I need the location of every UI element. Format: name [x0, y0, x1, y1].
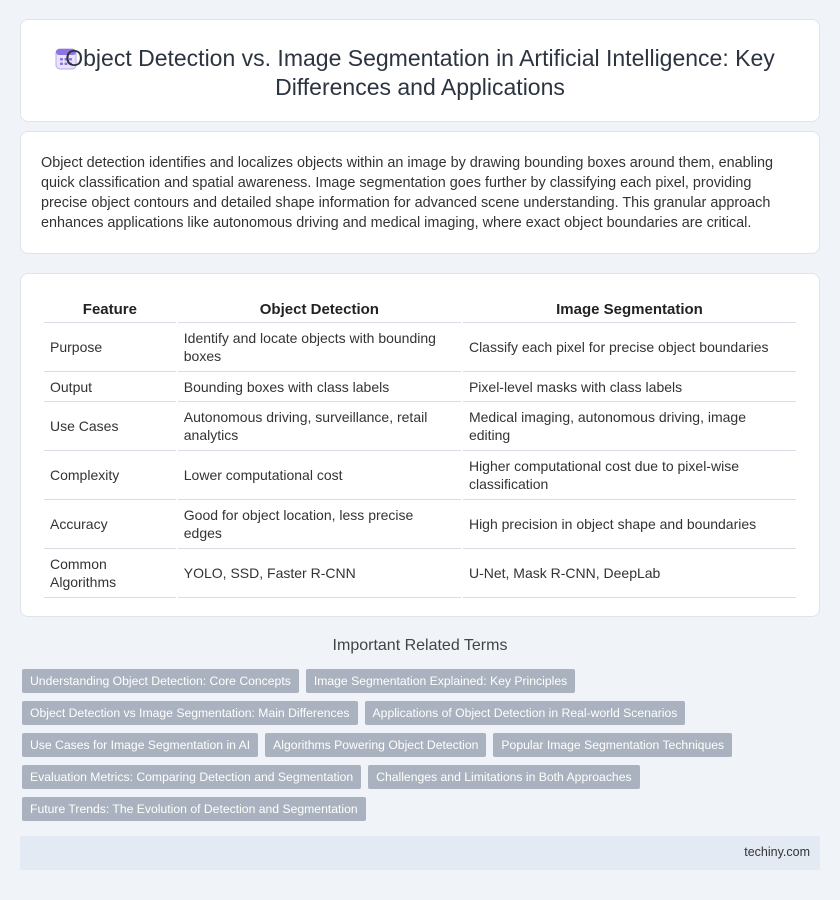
intro-card: [20, 131, 820, 254]
cell-object-detection: Lower computational cost: [178, 451, 461, 500]
intro-paragraph: Object detection identifies and localizes objects within an image by drawing bounding boxes around them, enabling quick classification and spatial awareness. Image segmentation goes further by classifying each pixel, providing precise object contours and detailed shape information for advanced scene understanding. This granular approach enhances applications like autonomous driving and medical imaging, where exact object boundaries are critical.: [41, 155, 773, 231]
cell-object-detection: YOLO, SSD, Faster R-CNN: [178, 549, 461, 598]
page-title: Object Detection vs. Image Segmentation in Artificial Intelligence: Key Differences and Applications: [65, 45, 775, 100]
cell-feature: Purpose: [44, 323, 176, 372]
related-term-tag[interactable]: Algorithms Powering Object Detection: [265, 733, 486, 757]
related-term-tag[interactable]: Applications of Object Detection in Real-world Scenarios: [365, 701, 686, 725]
table-row: [44, 451, 796, 500]
table-row: [44, 372, 796, 402]
cell-object-detection: Autonomous driving, surveillance, retail analytics: [178, 402, 461, 451]
table-row: [44, 549, 796, 598]
table-row: [44, 500, 796, 549]
related-terms-title: Important Related Terms: [332, 637, 508, 654]
cell-feature: Output: [44, 372, 176, 402]
cell-image-segmentation: Higher computational cost due to pixel-wise classification: [463, 451, 796, 500]
cell-image-segmentation: Medical imaging, autonomous driving, image editing: [463, 402, 796, 451]
related-term-tag[interactable]: Object Detection vs Image Segmentation: Main Differences: [22, 701, 358, 725]
cell-image-segmentation: U-Net, Mask R-CNN, DeepLab: [463, 549, 796, 598]
header-image-segmentation: Image Segmentation: [463, 296, 796, 323]
cell-image-segmentation: Pixel-level masks with class labels: [463, 372, 796, 402]
cell-object-detection: Bounding boxes with class labels: [178, 372, 461, 402]
cell-feature: Use Cases: [44, 402, 176, 451]
related-term-tag[interactable]: Future Trends: The Evolution of Detection and Segmentation: [22, 797, 366, 821]
cell-image-segmentation: High precision in object shape and boundaries: [463, 500, 796, 549]
table-row: [44, 402, 796, 451]
header-feature: Feature: [44, 296, 176, 323]
cell-object-detection: Identify and locate objects with bounding boxes: [178, 323, 461, 372]
cell-image-segmentation: Classify each pixel for precise object boundaries: [463, 323, 796, 372]
table-header-row: [44, 296, 796, 323]
related-term-tag[interactable]: Evaluation Metrics: Comparing Detection and Segmentation: [22, 765, 361, 789]
header-card: [20, 19, 820, 122]
related-term-tag[interactable]: Image Segmentation Explained: Key Principles: [306, 669, 575, 693]
related-term-tag[interactable]: Understanding Object Detection: Core Concepts: [22, 669, 299, 693]
footer-site-link[interactable]: techiny.com: [744, 845, 810, 859]
cell-feature: Common Algorithms: [44, 549, 176, 598]
related-terms-tags: [22, 669, 782, 821]
cell-feature: Complexity: [44, 451, 176, 500]
footer: [20, 836, 820, 870]
comparison-table: [42, 296, 798, 598]
table-row: [44, 323, 796, 372]
cell-object-detection: Good for object location, less precise edges: [178, 500, 461, 549]
related-term-tag[interactable]: Popular Image Segmentation Techniques: [493, 733, 732, 757]
related-term-tag[interactable]: Use Cases for Image Segmentation in AI: [22, 733, 258, 757]
cell-feature: Accuracy: [44, 500, 176, 549]
related-term-tag[interactable]: Challenges and Limitations in Both Approaches: [368, 765, 639, 789]
comparison-table-card: [20, 273, 820, 617]
header-object-detection: Object Detection: [178, 296, 461, 323]
